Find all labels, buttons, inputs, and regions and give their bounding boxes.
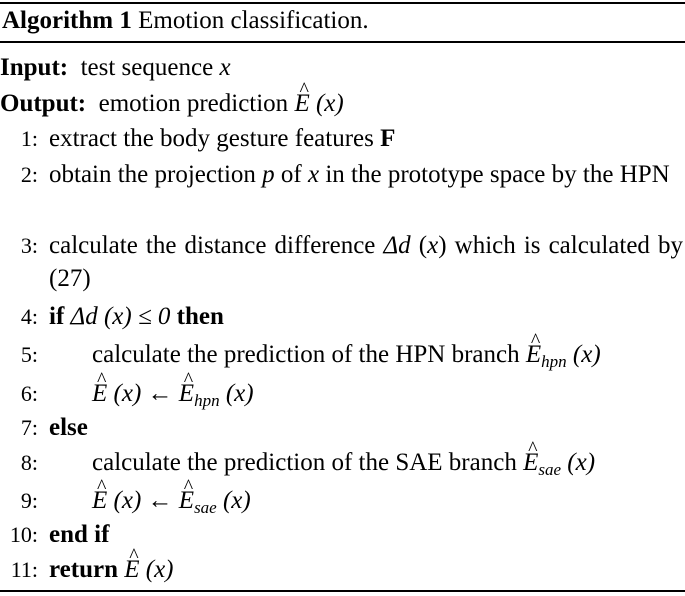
arg-x: (x) bbox=[572, 341, 601, 368]
keyword-if: if bbox=[49, 303, 65, 330]
algorithm-title: Emotion classification. bbox=[138, 7, 369, 34]
arg-x: (x) bbox=[567, 449, 596, 476]
line-number: 9: bbox=[20, 488, 38, 513]
line-text bbox=[49, 411, 683, 445]
output-line bbox=[0, 89, 344, 119]
subscript-sae: sae bbox=[538, 460, 562, 479]
line-number: 11: bbox=[10, 557, 38, 582]
output-text: emotion prediction bbox=[98, 90, 295, 117]
line-text bbox=[92, 446, 683, 487]
line-number: 2: bbox=[20, 162, 38, 187]
line-number: 8: bbox=[20, 450, 38, 475]
arg-x: (x) bbox=[145, 556, 174, 583]
header-rule bbox=[0, 41, 685, 43]
condition: Δd (x) ≤ 0 bbox=[70, 303, 171, 330]
e-hat-symbol: ^ E bbox=[92, 484, 107, 518]
keyword-then: then bbox=[176, 303, 224, 330]
line-number: 6: bbox=[20, 381, 38, 406]
line-text bbox=[49, 553, 683, 587]
e-hat-symbol: ^ E bbox=[124, 553, 139, 587]
assign-arrow: ← bbox=[147, 487, 173, 514]
keyword-end-if: end if bbox=[49, 521, 110, 548]
line-number: 5: bbox=[20, 342, 38, 367]
e-hat-symbol: ^ E bbox=[179, 484, 194, 518]
subscript-hpn: hpn bbox=[194, 391, 220, 410]
line-text bbox=[49, 300, 683, 334]
line-text bbox=[49, 518, 683, 552]
e-hat-symbol: ^ E bbox=[294, 89, 309, 119]
arg-x: (x) bbox=[113, 487, 142, 514]
output-arg: (x) bbox=[315, 90, 344, 117]
keyword-return: return bbox=[49, 556, 118, 583]
algo-line-2 bbox=[0, 158, 685, 226]
algorithm-caption bbox=[2, 6, 369, 36]
output-label: Output: bbox=[0, 90, 87, 117]
arg-x: (x) bbox=[222, 487, 251, 514]
algorithm-label: Algorithm 1 bbox=[2, 7, 132, 34]
arg-x: (x) bbox=[113, 380, 142, 407]
e-hat-symbol: ^ E bbox=[526, 338, 541, 372]
assign-arrow: ← bbox=[147, 380, 173, 407]
line-number: 3: bbox=[20, 233, 38, 258]
e-hat-symbol: ^ E bbox=[92, 377, 107, 411]
algo-line-3 bbox=[0, 229, 685, 297]
top-rule bbox=[0, 2, 685, 4]
line-number: 7: bbox=[20, 415, 38, 440]
line-5-text: calculate the prediction of the HPN branch bbox=[92, 341, 526, 368]
keyword-else: else bbox=[49, 414, 88, 441]
e-hat-symbol: ^ E bbox=[523, 446, 538, 480]
input-line bbox=[0, 53, 231, 83]
line-1-text: extract the body gesture features bbox=[49, 125, 381, 152]
input-var: x bbox=[219, 54, 231, 81]
input-label: Input: bbox=[0, 54, 69, 81]
line-number: 1: bbox=[20, 126, 38, 151]
subscript-sae: sae bbox=[194, 498, 217, 517]
e-hat-symbol: ^ E bbox=[179, 377, 194, 411]
line-text bbox=[92, 338, 683, 379]
arg-x: (x) bbox=[225, 380, 254, 407]
line-number: 4: bbox=[20, 304, 38, 329]
line-text bbox=[49, 122, 683, 156]
line-3-text: calculate the distance difference Δd (x) which is calculated by (27) bbox=[49, 232, 684, 292]
subscript-hpn: hpn bbox=[541, 352, 567, 371]
bottom-rule bbox=[0, 590, 685, 592]
feature-symbol: F bbox=[380, 125, 396, 152]
line-8-text: calculate the prediction of the SAE branch bbox=[92, 449, 524, 476]
input-text: test sequence bbox=[80, 54, 220, 81]
line-number: 10: bbox=[9, 522, 38, 547]
line-2-text: obtain the projection p of x in the prototype space by the HPN bbox=[49, 161, 670, 188]
